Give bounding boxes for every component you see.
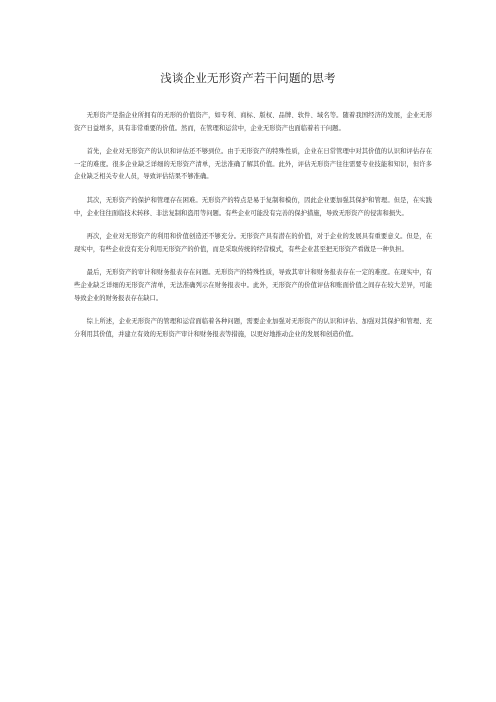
- paragraph-intro: 无形资产是指企业所拥有的无形的价值资产，如专利、商标、版权、品牌、软件、域名等。随着我国经济的发展，企业无形资产日益增多，具有非常重要的价值。然而，在管理和运营中，企业无形资产也面临着若干问题。: [74, 112, 432, 132]
- paragraph-second: 其次，无形资产的保护和管理存在困难。无形资产的特点是易于复制和模仿，因此企业要加强其保护和管理。但是，在实践中，企业往往面临技术转移、非法复制和盗用等问题。有些企业可能没有完善的保护措施，导致无形资产的侵害和损失。: [74, 196, 432, 217]
- paragraph-conclusion: 综上所述，企业无形资产的管理和运营面临着各种问题，需要企业加强对无形资产的认识和评估、加强对其保护和管理、充分利用其价值，并建立有效的无形资产审计和财务报表等措施，以更好地推动企业的发展和创造价值。: [74, 318, 432, 338]
- document-body: [74, 110, 432, 352]
- document-title: 浅谈企业无形资产若干问题的思考: [160, 71, 336, 85]
- paragraph-fourth: 最后，无形资产的审计和财务报表存在问题。无形资产的特殊性质，导致其审计和财务报表存在一定的难度。在现实中，有些企业缺乏详细的无形资产清单，无法准确列示在财务报表中。此外，无形资产的价值评估和账面价值之间存在较大差异，可能导致企业的财务报表存在缺口。: [74, 269, 432, 302]
- paragraph-third: 再次，企业对无形资产的利用和价值创造还不够充分。无形资产具有潜在的价值，对于企业的发展具有重要意义。但是，在现实中，有些企业没有充分利用无形资产的价值，而是采取传统的经营模式，有些企业甚至把无形资产看做是一种负担。: [74, 233, 432, 253]
- paragraph-first: 首先，企业对无形资产的认识和评估还不够到位。由于无形资产的特殊性质，企业在日常管理中对其价值的认识和评估存在一定的难度。很多企业缺乏详细的无形资产清单，无法准确了解其价值。此外，评估无形资产往往需要专业技能和知识，但许多企业缺乏相关专业人员，导致评估结果不够准确。: [74, 148, 432, 181]
